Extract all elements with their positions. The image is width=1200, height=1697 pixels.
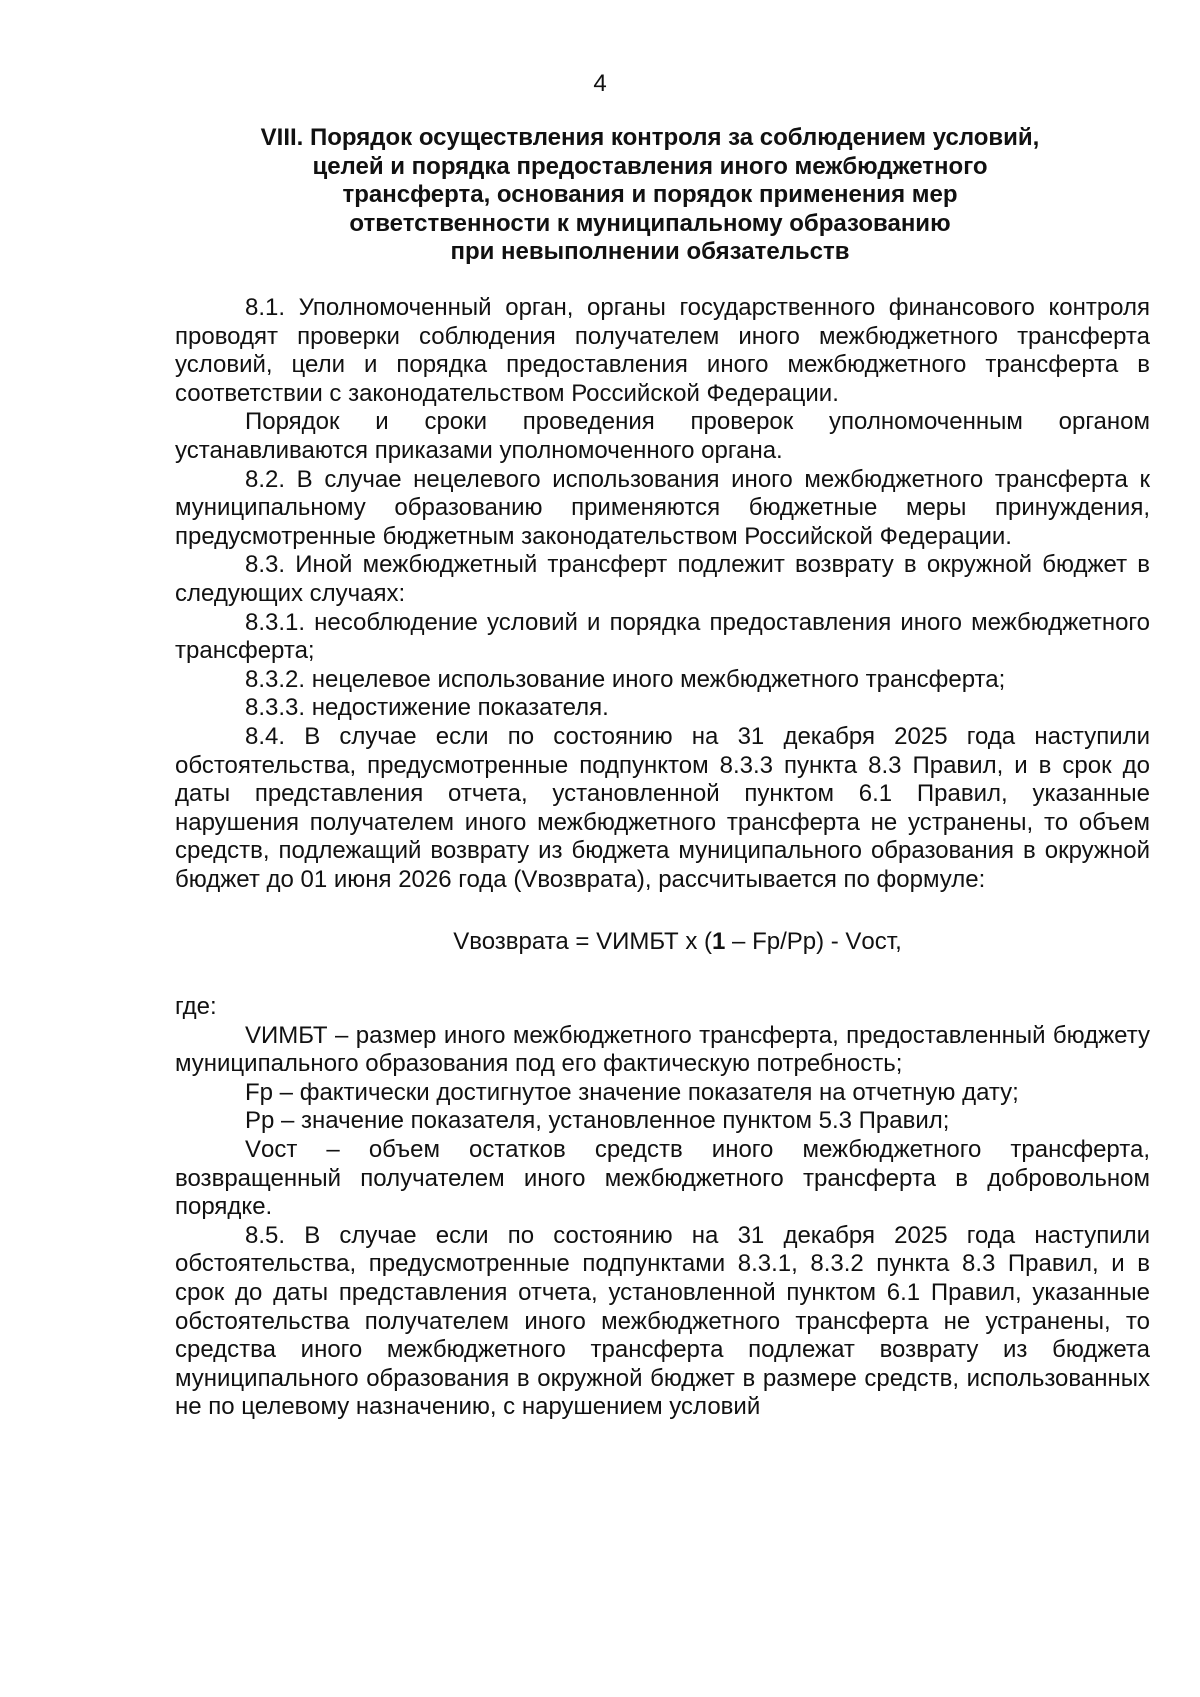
paragraph-8-3-3: 8.3.3. недостижение показателя. (245, 694, 609, 722)
formula-part-left: Vвозврата = VИМБТ x ( (453, 928, 713, 956)
heading-line: целей и порядка предоставления иного межбюджетного (312, 152, 988, 180)
paragraph-8-1-procedure: Порядок и сроки проведения проверок уполномоченным органом устанавливаются приказами уполномоченного органа. (175, 408, 1150, 464)
where-label: где: (175, 993, 217, 1021)
return-formula (175, 928, 1150, 957)
definition-pr: Pр – значение показателя, установленное пунктом 5.3 Правил; (245, 1107, 950, 1135)
section-heading (175, 124, 1125, 267)
paragraph-8-1: 8.1. Уполномоченный орган, органы государственного финансового контроля проводят проверки соблюдения получателем иного межбюджетного трансферта условий, цели и порядка предоставления иного межбюджетного трансферта в соответствии с законодательством Российской Федерации. (175, 294, 1150, 407)
heading-line: ответственности к муниципальному образованию (349, 209, 951, 237)
paragraph-8-3-1: 8.3.1. несоблюдение условий и порядка предоставления иного межбюджетного трансферта; (175, 608, 1150, 665)
heading-line: VIII. Порядок осуществления контроля за соблюдением условий, (260, 124, 1040, 151)
formula-part-right: – Fр/Pр) - Vост, (725, 928, 902, 956)
heading-line: при невыполнении обязательств (450, 238, 850, 265)
page-number: 4 (593, 70, 607, 97)
paragraph-8-3-2: 8.3.2. нецелевое использование иного межбюджетного трансферта; (245, 665, 1006, 693)
paragraph-8-4: 8.4. В случае если по состоянию на 31 декабря 2025 года наступили обстоятельства, предусмотренные подпунктом 8.3.3 пункта 8.3 Правил, и в срок до даты представления отчета, установленной пунктом 6.1 Правил, указанные нарушения получателем иного межбюджетного трансферта не устранены, то объем средств, подлежащий возврату из бюджета муниципального образования в окружной бюджет до 01 июня 2026 года (Vвозврата), рассчитывается по формуле: (175, 722, 1150, 893)
definition-vost: Vост – объем остатков средств иного межбюджетного трансферта, возвращенный получателем иного межбюджетного трансферта в добровольном порядке. (175, 1136, 1150, 1221)
paragraph-8-5: 8.5. В случае если по состоянию на 31 декабря 2025 года наступили обстоятельства, предусмотренные подпунктами 8.3.1, 8.3.2 пункта 8.3 Правил, и в срок до даты представления отчета, установленной пунктом 6.1 Правил, указанные обстоятельства получателем иного межбюджетного трансферта не устранены, то средства иного межбюджетного трансферта подлежат возврату из бюджета муниципального образования в окружной бюджет в размере средств, использованных не по целевому назначению, с нарушением условий (175, 1221, 1150, 1421)
definition-fr: Fр – фактически достигнутое значение показателя на отчетную дату; (245, 1078, 1019, 1106)
paragraph-8-3: 8.3. Иной межбюджетный трансферт подлежит возврату в окружной бюджет в следующих случаях: (175, 551, 1150, 607)
document-body (175, 294, 1150, 1422)
formula-part-bold: 1 (712, 928, 726, 956)
paragraph-8-2: 8.2. В случае нецелевого использования иного межбюджетного трансферта к муниципальному образованию применяются бюджетные меры принуждения, предусмотренные бюджетным законодательством Российской Федерации. (175, 465, 1150, 550)
heading-line: трансферта, основания и порядок применения мер (342, 181, 958, 208)
definition-vimbt: VИМБТ – размер иного межбюджетного трансферта, предоставленный бюджету муниципального образования под его фактическую потребность; (175, 1021, 1150, 1078)
